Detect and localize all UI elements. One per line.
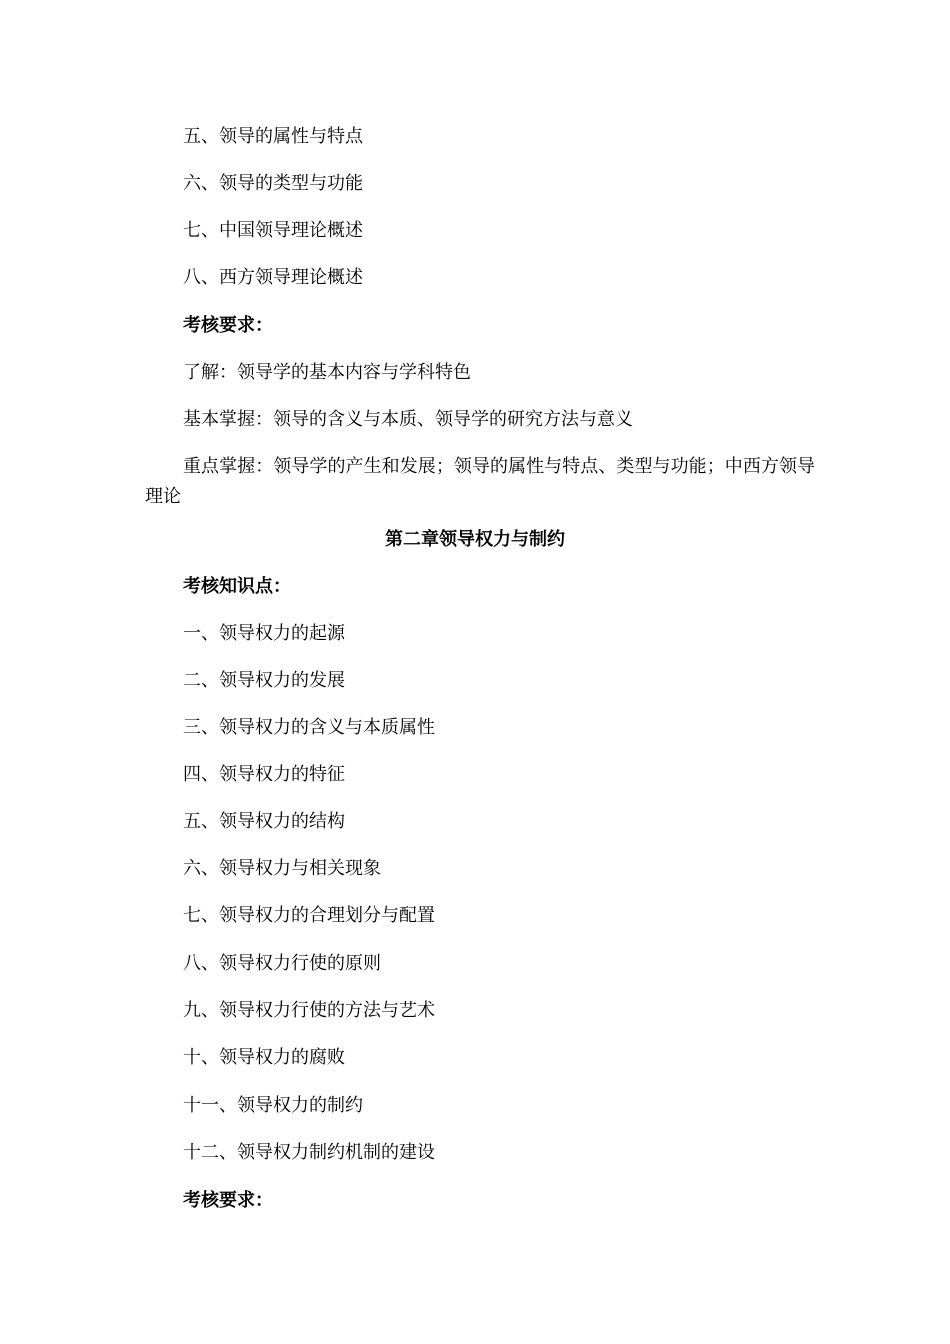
requirement-key: 重点掌握：领导学的产生和发展；领导的属性与特点、类型与功能；中西方领导理论: [145, 456, 815, 507]
requirements-heading: 考核要求：: [183, 1190, 273, 1211]
list-item: 四、领导权力的特征: [183, 764, 345, 785]
list-item: 三、领导权力的含义与本质属性: [183, 717, 435, 738]
chapter-title: 第二章领导权力与制约: [385, 529, 565, 550]
requirements-heading: 考核要求：: [183, 315, 273, 336]
requirement-basic: 基本掌握：领导的含义与本质、领导学的研究方法与意义: [183, 409, 633, 430]
list-item: 七、中国领导理论概述: [183, 220, 363, 241]
list-item: 二、领导权力的发展: [183, 670, 345, 691]
list-item: 一、领导权力的起源: [183, 623, 345, 644]
list-item: 五、领导权力的结构: [183, 811, 345, 832]
list-item: 十二、领导权力制约机制的建设: [183, 1142, 435, 1163]
list-item: 六、领导的类型与功能: [183, 173, 363, 194]
list-item: 八、西方领导理论概述: [183, 267, 363, 288]
list-item: 七、领导权力的合理划分与配置: [183, 905, 435, 926]
list-item: 八、领导权力行使的原则: [183, 953, 381, 974]
requirement-understand: 了解：领导学的基本内容与学科特色: [183, 362, 471, 383]
list-item: 十一、领导权力的制约: [183, 1095, 363, 1116]
list-item: 十、领导权力的腐败: [183, 1047, 345, 1068]
list-item: 九、领导权力行使的方法与艺术: [183, 1000, 435, 1021]
list-item: 六、领导权力与相关现象: [183, 858, 381, 879]
list-item: 五、领导的属性与特点: [183, 126, 363, 147]
knowledge-heading: 考核知识点：: [183, 576, 291, 597]
